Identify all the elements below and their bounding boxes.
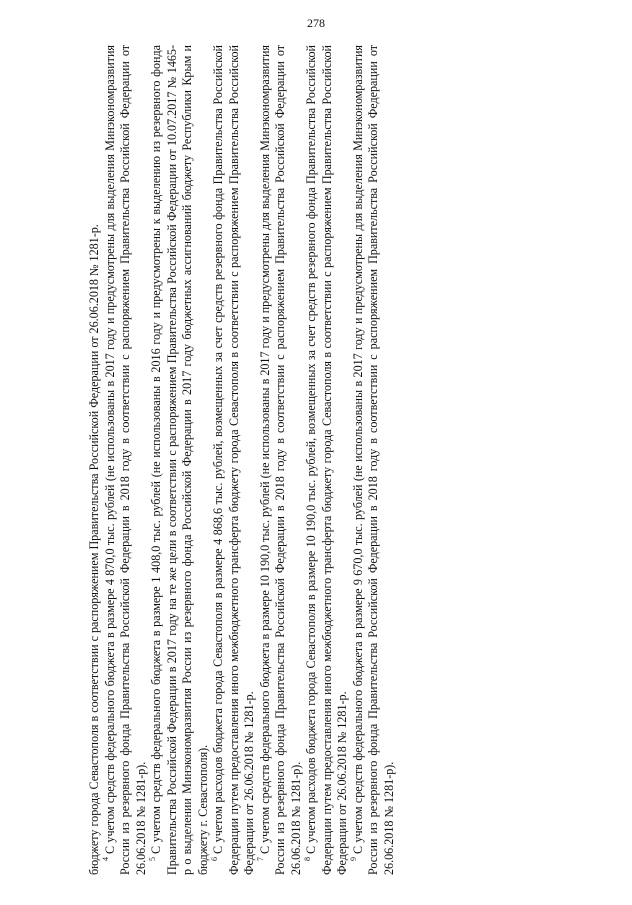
footnote-6 — [211, 45, 258, 875]
footnote-text: С учетом средств федерального бюджета в размере 9 670,0 тыс. рублей (не использованы в 2017 году и предусмотрены для выделения Минэкономразвития России из резервного фонда Правительства Российской Федерации в 2018 году в соответствии с распоряжением Правительства Российской Федерации от 26.06.2018 № 1281-р). — [350, 45, 396, 875]
footnote-8 — [304, 45, 351, 875]
footnote-4 — [103, 45, 150, 875]
footnote-text: С учетом расходов бюджета города Севастополя в размере 4 868,6 тыс. рублей, возмещенных за счет средств резервного фонда Правительства Российской Федерации путем предоставления иного межбюджетного трансферта бюджету города Севастополя в соответствии с распоряжением Правительства Российской Федерации от 26.06.2018 № 1281-р. — [211, 45, 256, 875]
footnote-text: С учетом средств федерального бюджета в размере 4 870,0 тыс. рублей (не использованы в 2017 году и предусмотрены для выделения Минэкономразвития России из резервного фонда Правительства Российской Федерации в 2018 году в соответствии с распоряжением Правительства Российской Федерации от 26.06.2018 № 1281-р). — [102, 45, 148, 875]
footnote-mark: 4 — [101, 857, 111, 861]
footnote-mark: 5 — [147, 857, 157, 861]
rotated-footnotes-block — [87, 45, 537, 875]
footnote-mark: 8 — [302, 857, 312, 861]
footnote-5 — [149, 45, 211, 875]
footnote-mark: 9 — [349, 857, 359, 861]
page-number: 278 — [307, 16, 325, 30]
intro-paragraph: бюджету города Севастополя в соответствии с распоряжением Правительства Российской Федерации от 26.06.2018 № 1281-р. — [87, 224, 101, 875]
footnotes-text — [87, 45, 397, 875]
footnote-mark: 7 — [256, 857, 266, 861]
footnote-text: С учетом расходов бюджета города Севастополя в размере 10 190,0 тыс. рублей, возмещенных за счет средств резервного фонда Правительства Российской Федерации путем предоставления иного межбюджетного трансферта бюджету города Севастополя в соответствии с распоряжением Правительства Российской Федерации от 26.06.2018 № 1281-р. — [304, 45, 349, 875]
footnote-text: С учетом средств федерального бюджета в размере 10 190,0 тыс. рублей (не использованы в 2017 году и предусмотрены для выделения Минэкономразвития России из резервного фонда Правительства Российской Федерации в 2018 году в соответствии с распоряжением Правительства Российской Федерации от 26.06.2018 № 1281-р). — [257, 45, 303, 875]
footnote-text: С учетом средств федерального бюджета в размере 1 408,0 тыс. рублей (не использованы в 2016 году и предусмотрены к выделению из резервного фонда Правительства Российской Федерации в 2017 году на те же цели в соответствии с распоряжением Правительства Российской Федерации от 10.07.2017 № 1465-р о выделении Минэкономразвития России из резервного фонда Российской Федерации в 2017 году бюджетных ассигнований бюджету Республики Крым и бюджету г. Севастополя). — [149, 45, 210, 875]
footnote-mark: 6 — [209, 857, 219, 861]
footnote-9 — [351, 45, 398, 875]
footnote-7 — [258, 45, 305, 875]
